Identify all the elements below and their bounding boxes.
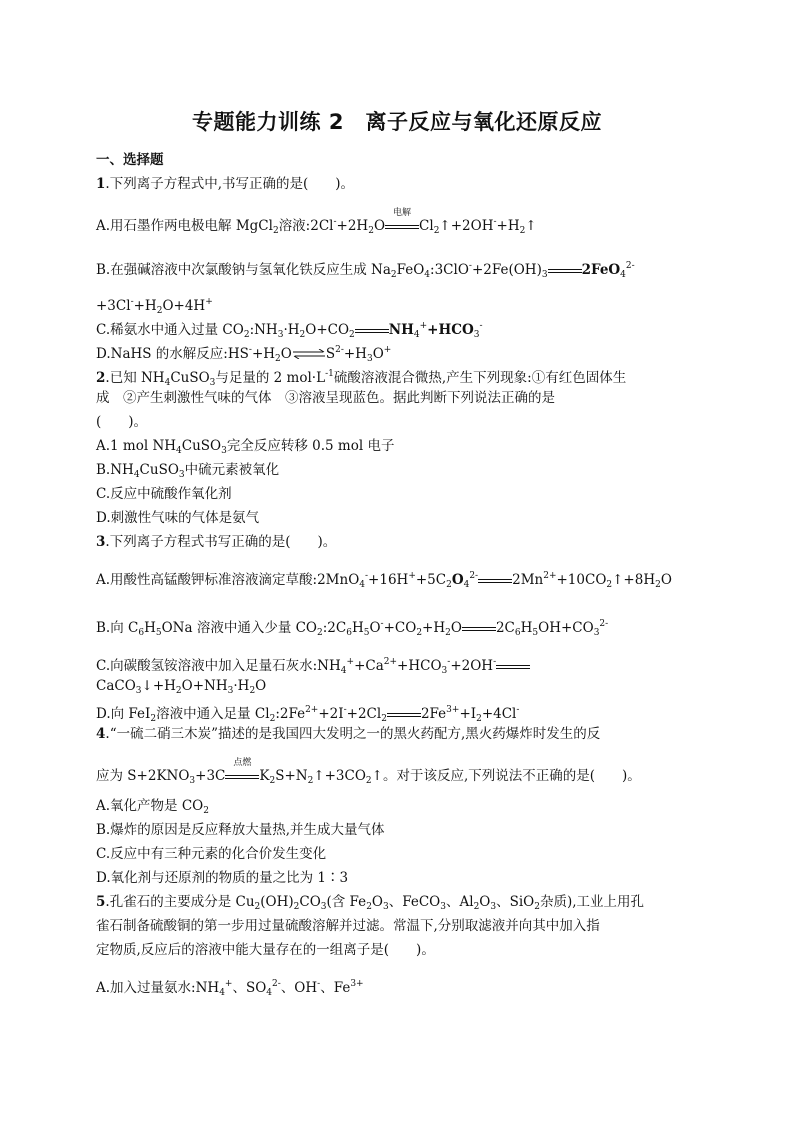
- q3-option-c-line1: C.向碳酸氢铵溶液中加入足量石灰水$:NH_4^++Ca^{2+}+HCO_3^-+2OH^-$: [96, 652, 530, 681]
- question-2-line1: 2.已知 $NH_4CuSO_3$与足量的 2 $mol\cdot L^{-1}$硫酸溶液混合微热,产生下列现象:①有红色固体生: [96, 369, 627, 388]
- question-2-line2: 成 ②产生刺激性气味的气体 ③溶液呈现蓝色。据此判断下列说法正确的是: [96, 390, 555, 406]
- q3-option-b: B.向 $C_6H_5ONa$ 溶液中通入少量 $CO_2:2C_6H_5O^-+CO_2+H_2O$ $2C_6H_5OH+CO_3^{2-}$: [96, 619, 609, 638]
- section-heading: 一、选择题: [96, 152, 164, 168]
- q1-option-c: C.稀氨水中通入过量 $CO_2:NH_3\cdot H_2O+CO_2$ $NH_4^++HCO_3^-$: [96, 321, 483, 340]
- q1-option-d: D.NaHS 的水解反应$:HS^-+H_2O$ $S^{2-}+H_3O^+$: [96, 345, 392, 364]
- question-4-line2: 应为 $S+2KNO_3+3C$ 点燃 $K_2S+N_2↑+3CO_2↑$。对于该反应,下列说法不正确的是( )。: [96, 766, 641, 791]
- q2-option-d: D.刺激性气味的气体是氨气: [96, 510, 260, 526]
- q2-option-b: $B.NH_4CuSO_3$中硫元素被氧化: [96, 462, 280, 480]
- q4-option-d: D.氧化剂与还原剂的物质的量之比为 1∶3: [96, 870, 349, 886]
- q3-option-a: A.用酸性高锰酸钾标准溶液滴定草酸$:2MnO_4^-+16H^++5C_2O_4^{2-}$ $2Mn^{2+}+10CO_2↑+8H_2O$: [96, 571, 672, 590]
- q2-option-c: C.反应中硫酸作氧化剂: [96, 486, 232, 502]
- q2-option-a: A.1 mol $NH_4CuSO_3$完全反应转移 0.5 mol 电子: [96, 438, 395, 456]
- q1-option-b-line2: $+3Cl^-+H_2O+4H^+$: [96, 297, 213, 316]
- question-5-line3: 定物质,反应后的溶液中能大量存在的一组离子是( )。: [96, 942, 435, 958]
- question-1-stem: 1.下列离子方程式中,书写正确的是( )。: [96, 176, 355, 192]
- q4-option-a: A.氧化产物是 $CO_2$: [96, 798, 209, 816]
- page-title: 专题能力训练 2 离子反应与氧化还原反应: [192, 110, 602, 134]
- question-4-line1: 4.“一硫二硝三木炭”描述的是我国四大发明之一的黑火药配方,黑火药爆炸时发生的反: [96, 726, 601, 742]
- q4-option-b: B.爆炸的原因是反应释放大量热,并生成大量气体: [96, 822, 385, 838]
- q4-option-c: C.反应中有三种元素的化合价发生变化: [96, 846, 327, 862]
- q5-option-a: A.加入过量氨水$:NH_4^+$、$SO_4^{2-}$、OH-、$Fe^{3+}$: [96, 979, 364, 998]
- q3-option-c-line2: $CaCO_3↓+H_2O+NH_3\cdot H_2O$: [96, 678, 267, 696]
- q1-option-b-line1: B.在强碱溶液中次氯酸钠与氢氧化铁反应生成 $Na_2FeO_4:3ClO^-+2Fe(OH)_3$ 2FeO$_4^{2-}$: [96, 261, 635, 280]
- question-5-line2: 雀石制备硫酸铜的第一步用过量硫酸溶解并过滤。常温下,分别取滤液并向其中加入指: [96, 918, 600, 934]
- electrolysis-condition: 电解: [393, 208, 412, 218]
- question-2-line3: ( )。: [96, 414, 148, 430]
- ignition-condition: 点燃: [233, 758, 252, 768]
- question-3-stem: 3.下列离子方程式书写正确的是( )。: [96, 534, 337, 550]
- q1-option-a: A.用石墨作两电极电解 MgCl$_2$溶液$:2Cl^-+2H_2O$ 电解 $Cl_2↑+2OH^-+H_2↑$: [96, 212, 537, 241]
- q3-option-d: D.向 FeI$_2$溶液中通入足量 $Cl_2:2Fe^{2+}+2I^-+2Cl_2$ $2Fe^{3+}+I_2+4Cl^-$: [96, 705, 520, 724]
- reversible-arrow-icon: [292, 345, 326, 365]
- question-5-line1: 5.孔雀石的主要成分是 $Cu_2(OH)_2CO_3$(含 $Fe_2O_3$、FeCO$_3$、$Al_2O_3$、SiO$_2$杂质),工业上用孔: [96, 894, 645, 912]
